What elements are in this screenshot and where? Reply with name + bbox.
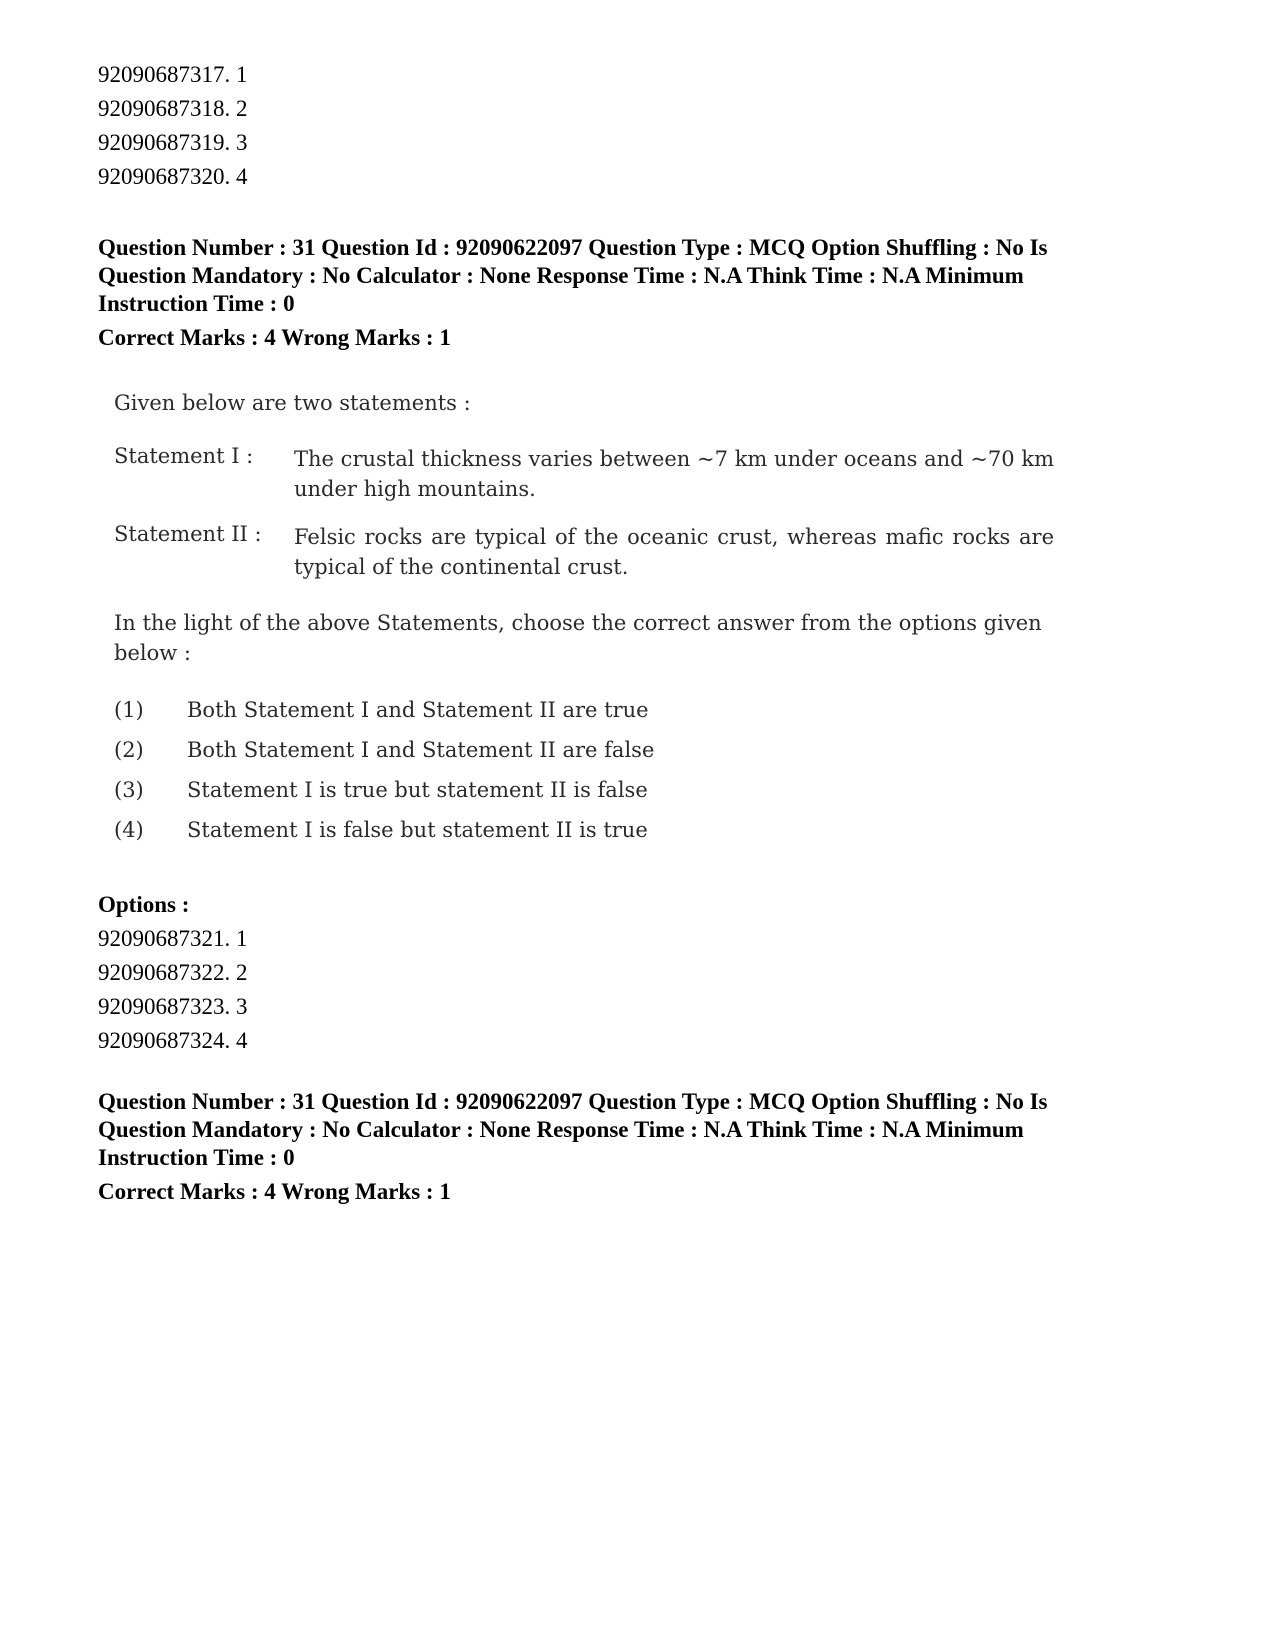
options-title: Options : — [98, 892, 190, 917]
previous-options-list — [98, 58, 248, 194]
choice-text: Statement I is true but statement II is false — [187, 778, 648, 802]
option-line: 92090687323. 3 — [98, 994, 248, 1019]
question-instruction: In the light of the above Statements, choose the correct answer from the options given below : — [114, 611, 1042, 665]
option-line: 92090687321. 1 — [98, 926, 248, 951]
question-intro: Given below are two statements : — [114, 391, 471, 415]
question-header — [98, 1088, 1188, 1206]
option-line: 92090687320. 4 — [98, 164, 248, 189]
choice-text: Statement I is false but statement II is true — [187, 818, 648, 842]
options-block — [98, 888, 248, 1058]
question-header — [98, 234, 1188, 352]
option-line: 92090687324. 4 — [98, 1028, 248, 1053]
option-line: 92090687319. 3 — [98, 130, 248, 155]
question-marks: Correct Marks : 4 Wrong Marks : 1 — [98, 1179, 451, 1204]
choice-number: (1) — [114, 698, 144, 722]
statement-text: The crustal thickness varies between ~7 km under oceans and ~70 km under high mountains. — [294, 447, 1054, 501]
question-header-line: Question Mandatory : No Calculator : None Response Time : N.A Think Time : N.A Minimum — [98, 263, 1024, 288]
choice-number: (3) — [114, 778, 144, 802]
option-line: 92090687322. 2 — [98, 960, 248, 985]
choice-text: Both Statement I and Statement II are false — [187, 738, 655, 762]
option-line: 92090687318. 2 — [98, 96, 248, 121]
question-marks: Correct Marks : 4 Wrong Marks : 1 — [98, 325, 451, 350]
question-header-line: Instruction Time : 0 — [98, 1145, 295, 1170]
question-header-line: Question Number : 31 Question Id : 92090622097 Question Type : MCQ Option Shuffling : No Is — [98, 235, 1048, 260]
statement-text: Felsic rocks are typical of the oceanic crust, whereas mafic rocks are typical of the continental crust. — [294, 525, 1054, 579]
statement-label: Statement I : — [114, 444, 254, 468]
question-header-line: Instruction Time : 0 — [98, 291, 295, 316]
choice-number: (4) — [114, 818, 144, 842]
question-header-line: Question Mandatory : No Calculator : None Response Time : N.A Think Time : N.A Minimum — [98, 1117, 1024, 1142]
option-line: 92090687317. 1 — [98, 62, 248, 87]
choice-number: (2) — [114, 738, 144, 762]
question-header-line: Question Number : 31 Question Id : 92090622097 Question Type : MCQ Option Shuffling : No Is — [98, 1089, 1048, 1114]
question-body — [114, 388, 1054, 842]
choice-text: Both Statement I and Statement II are true — [187, 698, 649, 722]
statement-label: Statement II : — [114, 522, 262, 546]
